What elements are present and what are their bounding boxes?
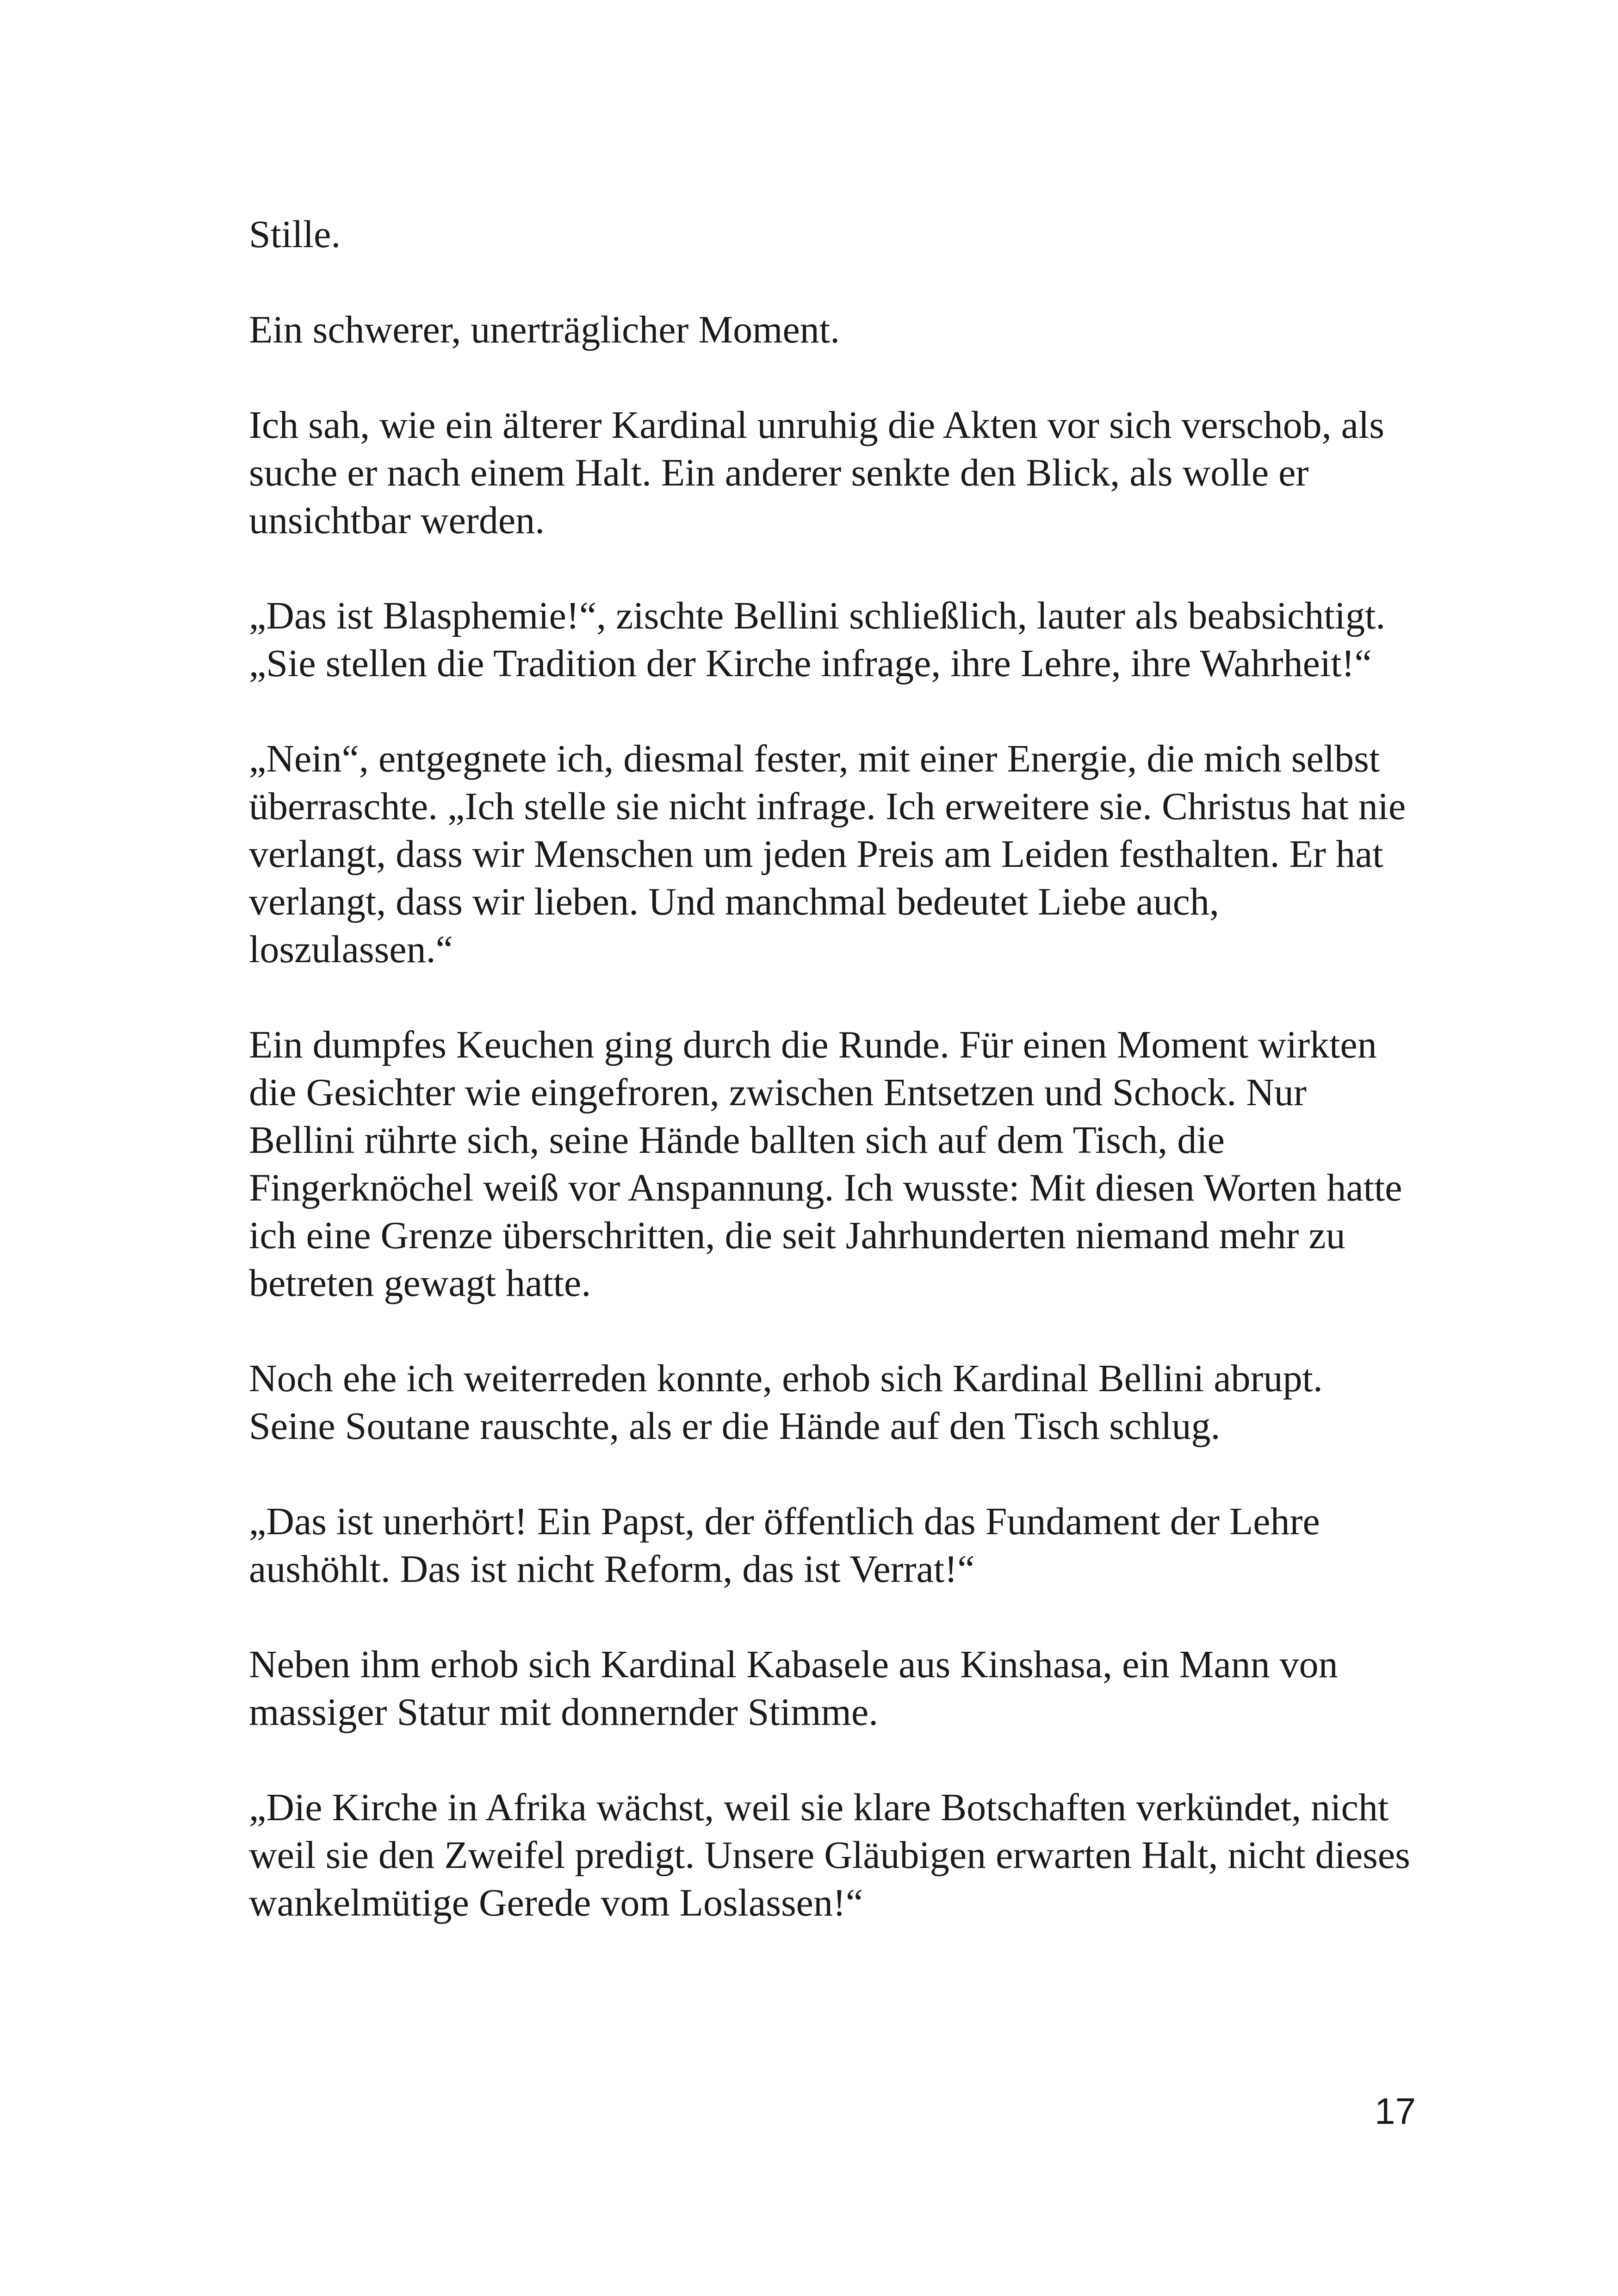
paragraph-5: „Nein“, entgegnete ich, diesmal fester, mit einer Energie, die mich selbst überraschte. „Ich stelle sie nicht infrage. Ich erweitere sie. Christus hat nie verlangt, dass wir Menschen um jeden Preis am Leiden festhalten. Er hat verlangt, dass wir lieben. Und manchmal bedeutet Liebe auch, loszulassen.“	[249, 737, 1406, 971]
body-text	[249, 211, 1415, 1974]
paragraph-8: „Das ist unerhört! Ein Papst, der öffentlich das Fundament der Lehre aushöhlt. Das ist nicht Reform, das ist Verrat!“	[249, 1500, 1320, 1591]
paragraph-4: „Das ist Blasphemie!“, zischte Bellini schließlich, lauter als beabsichtigt. „Sie stellen die Tradition der Kirche infrage, ihre Lehre, ihre Wahrheit!“	[249, 594, 1386, 685]
page-number: 17	[1375, 2091, 1416, 2132]
paragraph-3: Ich sah, wie ein älterer Kardinal unruhig die Akten vor sich verschob, als suche er nach einem Halt. Ein anderer senkte den Blick, als wolle er unsichtbar werden.	[249, 404, 1384, 542]
paragraph-10: „Die Kirche in Afrika wächst, weil sie klare Botschaften verkündet, nicht weil sie den Zweifel predigt. Unsere Gläubigen erwarten Halt, nicht dieses wankelmütige Gerede vom Loslassen!“	[249, 1786, 1410, 1924]
paragraph-1: Stille.	[249, 213, 341, 256]
paragraph-6: Ein dumpfes Keuchen ging durch die Runde. Für einen Moment wirkten die Gesichter wie eingefroren, zwischen Entsetzen und Schock. Nur Bellini rührte sich, seine Hände ballten sich auf dem Tisch, die Fingerknöchel weiß vor Anspannung. Ich wusste: Mit diesen Worten hatte ich eine Grenze überschritten, die seit Jahrhunderten niemand mehr zu betreten gewagt hatte.	[249, 1023, 1402, 1305]
paragraph-9: Neben ihm erhob sich Kardinal Kabasele aus Kinshasa, ein Mann von massiger Statur mit donnernder Stimme.	[249, 1643, 1338, 1734]
paragraph-7: Noch ehe ich weiterreden konnte, erhob sich Kardinal Bellini abrupt. Seine Soutane rauschte, als er die Hände auf den Tisch schlug.	[249, 1357, 1323, 1448]
paragraph-2: Ein schwerer, unerträglicher Moment.	[249, 308, 840, 351]
